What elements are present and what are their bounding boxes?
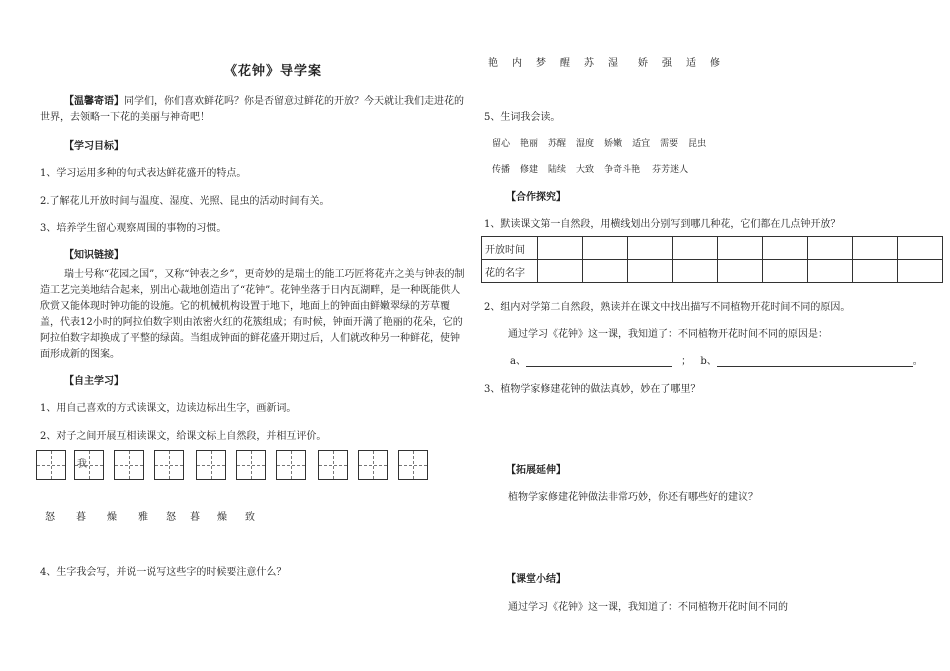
char-item: 湿 (608, 58, 618, 69)
char-item: 内 (512, 58, 522, 69)
word-item: 艳丽 (520, 139, 539, 149)
fill-blank-b[interactable] (717, 366, 913, 367)
warm-text: 同学们，你们喜欢鲜花吗？你是否留意过鲜花的开放？今天就让我们走进花的世界，去领略一下花的美丽与神奇吧！ (40, 96, 464, 123)
table-cell[interactable] (583, 260, 628, 283)
writing-box[interactable] (154, 450, 184, 480)
table-cell[interactable] (628, 260, 673, 283)
writing-box[interactable] (358, 450, 388, 480)
word-item: 留心 (492, 139, 511, 149)
summary-text: 通过学习《花钟》这一课，我知道了：不同植物开花时间不同的 (508, 602, 788, 613)
flower-time-table (481, 236, 943, 283)
fill-end: 。 (912, 356, 923, 367)
page-title: 《花钟》导学案 (224, 64, 323, 79)
word-item: 陆续 (548, 165, 567, 175)
table-row (482, 237, 943, 260)
word-item: 大致 (576, 165, 595, 175)
table-cell[interactable] (673, 237, 718, 260)
goal-item-1: 1、学习运用多种的句式表达鲜花盛开的特点。 (40, 168, 247, 179)
table-cell[interactable] (718, 237, 763, 260)
char-item: 暮 (190, 512, 200, 523)
self-study-heading: 【自主学习】 (64, 376, 124, 387)
char-item: 修 (710, 58, 720, 69)
word-item: 适宜 (632, 139, 651, 149)
table-cell[interactable] (628, 237, 673, 260)
table-cell[interactable] (763, 260, 808, 283)
char-item: 怒 (45, 512, 55, 523)
writing-box[interactable] (318, 450, 348, 480)
goal-item-2: 2.了解花儿开放时间与温度、湿度、光照、昆虫的活动时间有关。 (40, 196, 330, 207)
extension-text: 植物学家修建花钟做法非常巧妙，你还有哪些好的建议？ (508, 492, 758, 503)
char-item: 怒 (166, 512, 176, 523)
writing-box[interactable] (398, 450, 428, 480)
table-cell[interactable] (673, 260, 718, 283)
table-cell[interactable] (808, 237, 853, 260)
writing-grid (36, 450, 436, 482)
words-row-1 (492, 136, 706, 149)
word-item: 传播 (492, 165, 511, 175)
writing-box-char: 我 (77, 459, 87, 470)
char-item: 燥 (107, 512, 117, 523)
writing-box[interactable] (74, 450, 104, 480)
writing-box[interactable] (276, 450, 306, 480)
word-item: 争奇斗艳 (604, 165, 641, 175)
char-item: 适 (686, 58, 696, 69)
table-cell[interactable] (718, 260, 763, 283)
coop-item-1: 1、默读课文第一自然段，用横线划出分别写到哪几种花，它们都在几点钟开放？ (484, 219, 841, 230)
table-cell[interactable] (538, 260, 583, 283)
fill-separator: ； (681, 356, 692, 367)
word-item: 昆虫 (688, 139, 707, 149)
goal-heading: 【学习目标】 (64, 141, 124, 152)
word-item: 湿度 (576, 139, 595, 149)
coop-item-2-sub: 通过学习《花钟》这一课，我知道了：不同植物开花时间不同的原因是： (508, 329, 828, 340)
char-item: 燥 (217, 512, 227, 523)
char-item: 致 (245, 512, 255, 523)
writing-box[interactable] (114, 450, 144, 480)
warm-message (40, 94, 468, 126)
knowledge-heading: 【知识链接】 (64, 250, 124, 261)
fill-blank-a[interactable] (526, 366, 672, 367)
table-cell[interactable] (853, 237, 898, 260)
char-item: 娇 (638, 58, 648, 69)
self-study-item-1: 1、用自己喜欢的方式读课文，边读边标出生字，画新词。 (40, 403, 297, 414)
char-item: 强 (662, 58, 672, 69)
words-heading: 5、生词我会读。 (484, 112, 561, 123)
words-row-2 (492, 162, 688, 175)
table-cell[interactable] (583, 237, 628, 260)
word-item: 娇嫩 (604, 139, 623, 149)
char-item: 苏 (584, 58, 594, 69)
coop-item-2: 2、组内对学第二自然段，熟读并在课文中找出描写不同植物开花时间不同的原因。 (484, 302, 851, 313)
table-cell[interactable] (853, 260, 898, 283)
char-item: 雅 (138, 512, 148, 523)
table-cell[interactable] (898, 260, 943, 283)
coop-item-3: 3、植物学家修建花钟的做法真妙，妙在了哪里？ (484, 384, 701, 395)
writing-box[interactable] (36, 450, 66, 480)
char-item: 艳 (488, 58, 498, 69)
table-row-header: 开放时间 (482, 237, 538, 260)
char-item: 醒 (560, 58, 570, 69)
fill-label-a: a、 (510, 356, 526, 367)
goal-item-3: 3、培养学生留心观察周围的事物的习惯。 (40, 223, 227, 234)
word-item: 苏醒 (548, 139, 567, 149)
table-cell[interactable] (898, 237, 943, 260)
self-study-item-2: 2、对子之间开展互相读课文，给课文标上自然段，并相互评价。 (40, 431, 327, 442)
char-item: 暮 (76, 512, 86, 523)
writing-box[interactable] (196, 450, 226, 480)
coop-heading: 【合作探究】 (506, 192, 566, 203)
extension-heading: 【拓展延伸】 (506, 465, 566, 476)
writing-box[interactable] (236, 450, 266, 480)
word-item: 修建 (520, 165, 539, 175)
knowledge-text: 瑞士号称“花园之国”，又称“钟表之乡”，更奇妙的是瑞士的能工巧匠将花卉之美与钟表的制造工艺完美地结合起来，别出心裁地创造出了“花钟”。花钟坐落于日内瓦湖畔，是一种既能供人欣赏又能体现时钟功能的设施。它的机械机构设置于地下，地面上的钟面由鲜嫩翠绿的芳草覆盖，代表12小时的阿拉伯数字则由浓密火红的花簇组成；有时候，钟面开满了艳丽的花朵，它的阿拉伯数字却换成了平整的绿茵。当组成钟面的鲜花盛开期过后，人们就改种另一种鲜花，使钟面形成新的图案。 (40, 269, 465, 360)
char-row-top (488, 54, 720, 69)
table-cell[interactable] (763, 237, 808, 260)
table-cell[interactable] (808, 260, 853, 283)
table-row-header: 花的名字 (482, 260, 538, 283)
summary-heading: 【课堂小结】 (506, 574, 566, 585)
fill-label-b: b、 (700, 356, 717, 367)
table-row (482, 260, 943, 283)
warm-label: 【温馨寄语】 (64, 96, 124, 107)
self-study-item-4: 4、生字我会写，并说一说写这些字的时候要注意什么？ (40, 567, 287, 578)
fill-in-line (510, 352, 923, 367)
table-cell[interactable] (538, 237, 583, 260)
word-item: 芬芳迷人 (652, 165, 689, 175)
char-item: 梦 (536, 58, 546, 69)
word-item: 需要 (660, 139, 679, 149)
